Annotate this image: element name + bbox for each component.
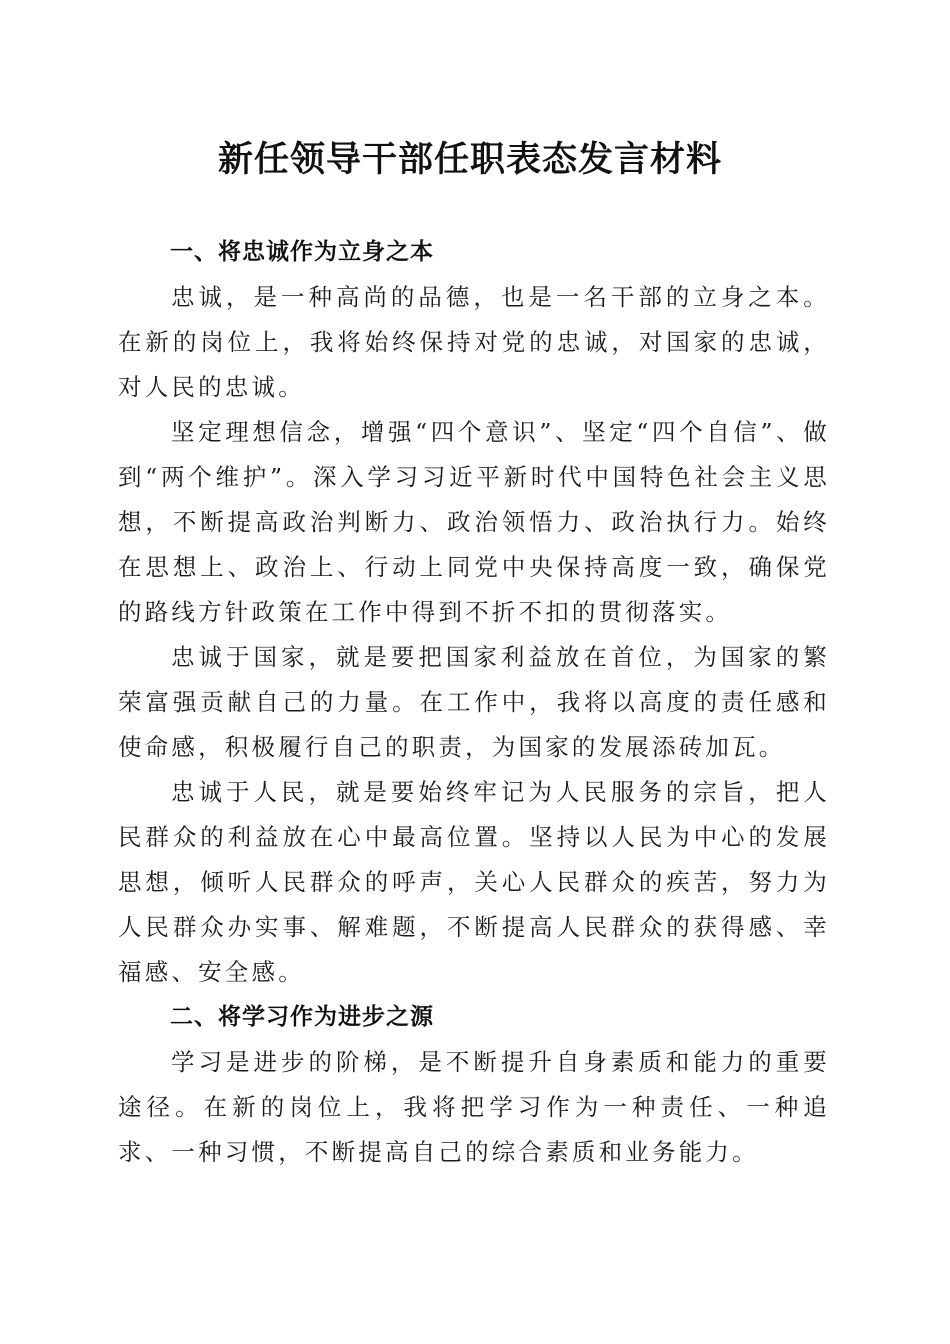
section-heading-learning: 二、将学习作为进步之源 [170, 1004, 434, 1030]
document-body [118, 230, 830, 1175]
paragraph: 忠诚于国家，就是要把国家利益放在首位，为国家的繁荣富强贡献自己的力量。在工作中，我将以高度的责任感和使命感，积极履行自己的职责，为国家的发展添砖加瓦。 [118, 643, 830, 761]
document-title: 新任领导干部任职表态发言材料 [217, 139, 722, 180]
paragraph: 忠诚于人民，就是要始终牢记为人民服务的宗旨，把人民群众的利益放在心中最高位置。坚持以人民为中心的发展思想，倾听人民群众的呼声，关心人民群众的疾苦，努力为人民群众办实事、解难题，不断提高人民群众的获得感、幸福感、安全感。 [118, 778, 830, 986]
paragraph: 坚定理想信念，增强“四个意识”、坚定“四个自信”、做到“两个维护”。深入学习习近平新时代中国特色社会主义思想，不断提高政治判断力、政治领悟力、政治执行力。始终在思想上、政治上、行动上同党中央保持高度一致，确保党的路线方针政策在工作中得到不折不扣的贯彻落实。 [118, 418, 830, 626]
section-heading-loyalty: 一、将忠诚作为立身之本 [170, 239, 434, 265]
paragraph: 忠诚，是一种高尚的品德，也是一名干部的立身之本。在新的岗位上，我将始终保持对党的忠诚，对国家的忠诚，对人民的忠诚。 [118, 283, 830, 401]
paragraph: 学习是进步的阶梯，是不断提升自身素质和能力的重要途径。在新的岗位上，我将把学习作为一种责任、一种追求、一种习惯，不断提高自己的综合素质和业务能力。 [118, 1048, 830, 1166]
